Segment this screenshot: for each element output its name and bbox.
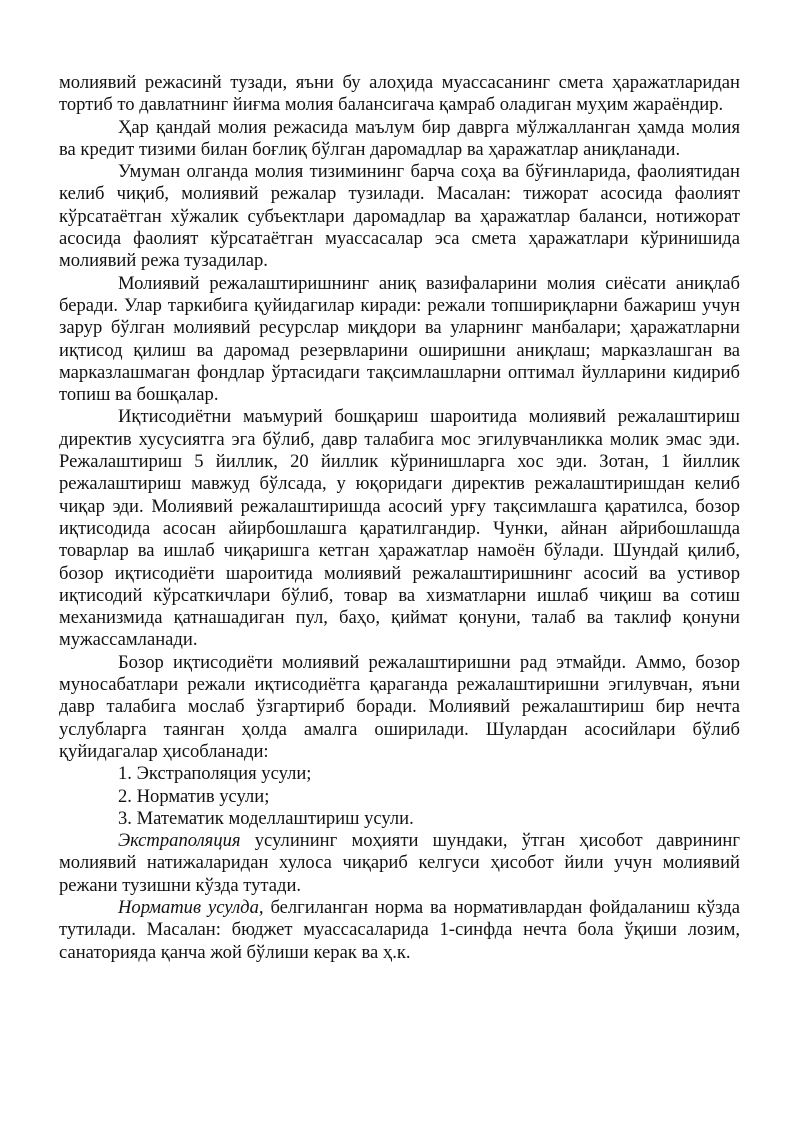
- list-item: 2. Норматив усули;: [118, 785, 270, 807]
- paragraph-extrapolation: [59, 830, 740, 897]
- paragraph-market-economy: Бозор иқтисодиёти молиявий режалаштиришни рад этмайди. Аммо, бозор муносабатлари режали иқтисодиётга қараганда режалаштиришни эгилувчан, яъни давр талабига мослаб ўзгартириб боради. Молиявий режалаштириш бир нечта услубларга таянган ҳолда амалга оширилади. Шулардан асосийлари бўлиб қуйидагалар ҳисобланади:: [59, 651, 740, 762]
- normative-text: белгиланган норма ва нормативлардан фойдаланиш кўзда тутилади. Масалан: бюджет муассасаларида 1-синфда нечта бола ўқиши лозим, санаторияда қанча жой бўлиши керак ва ҳ.к.: [59, 896, 740, 963]
- list-item: 3. Математик моделлаштириш усули.: [118, 807, 414, 829]
- paragraph-continuation: молиявий режасинй тузади, яъни бу алоҳида муассасанинг смета ҳаражатларидан тортиб то давлатнинг йиғма молия балансигача қамраб оладиган муҳим жараёндир.: [59, 72, 740, 116]
- term-extrapolation: Экстраполяция: [118, 830, 241, 852]
- paragraph-financial-system: Умуман олганда молия тизимининг барча соҳа ва бўғинларида, фаолиятидан келиб чиқиб, молиявий режалар тузилади. Масалан: тижорат асосида фаолият кўрсатаётган хўжалик субъектлари даромадлар ва ҳаражатлар баланси, нотижорат асосида фаолият кўрсатаётган муассасалар эса смета ҳаражатлари кўринишида молиявий режа тузадилар.: [59, 161, 740, 272]
- paragraph-administrative-economy: Иқтисодиётни маъмурий бошқариш шароитида молиявий режалаштириш директив хусусиятга эга бўлиб, давр талабига мос эгилувчанликка молик эмас эди. Режалаштириш 5 йиллик, 20 йиллик кўринишларга хос эди. Зотан, 1 йиллик режалаштириш мавжуд бўлсада, у юқоридаги директив режалаштиришдан келиб чиқар эди. Молиявий режалаштиришда асосий урғу тақсимлашга қаратилса, бозор иқтисодида асосан айирбошлашга қаратилгандир. Чунки, айнан айрибошлашда товарлар ва ишлаб чиқаришга кетган ҳаражатлар намоён бўлади. Шундай қилиб, бозор иқтисодиёти шароитида молиявий режалаштиришнинг асосий ва устивор иқтисодий кўрсаткичлари бўлиб, товар ва хизматларни ишлаб чиқиш ва сотиш механизмида қатнашадиган пул, баҳо, қиймат қонуни, талаб ва таклиф қонуни мужассамланади.: [59, 406, 740, 651]
- paragraph-planning-tasks: Молиявий режалаштиришнинг аниқ вазифаларини молия сиёсати аниқлаб беради. Улар таркибига қуйидагилар киради: режали топшириқларни бажариш учун зарур бўлган молиявий ресурслар миқдори ва уларнинг манбалари; ҳаражатларни иқтисод қилиш ва даромад резервларини оширишни аниқлаш; марказлашган ва марказлашмаган фондлар ўртасидаги тақсимлашларни оптимал йулларини кидириб топиш ва бошқалар.: [59, 272, 740, 406]
- term-normative: Норматив усулда,: [118, 896, 264, 918]
- paragraph-financial-plan: Ҳар қандай молия режасида маълум бир даврга мўлжалланган ҳамда молия ва кредит тизими билан боғлиқ бўлган даромадлар ва ҳаражатлар аниқланади.: [59, 116, 740, 160]
- paragraph-normative: [59, 897, 740, 964]
- document-page: [59, 72, 740, 964]
- methods-list: [59, 763, 740, 830]
- list-item: 1. Экстраполяция усули;: [118, 763, 312, 785]
- extrapolation-text: усулининг моҳияти шундаки, ўтган ҳисобот даврининг молиявий натижаларидан хулоса чиқариб келгуси ҳисобот йили учун молиявий режани тузишни кўзда тутади.: [59, 830, 740, 896]
